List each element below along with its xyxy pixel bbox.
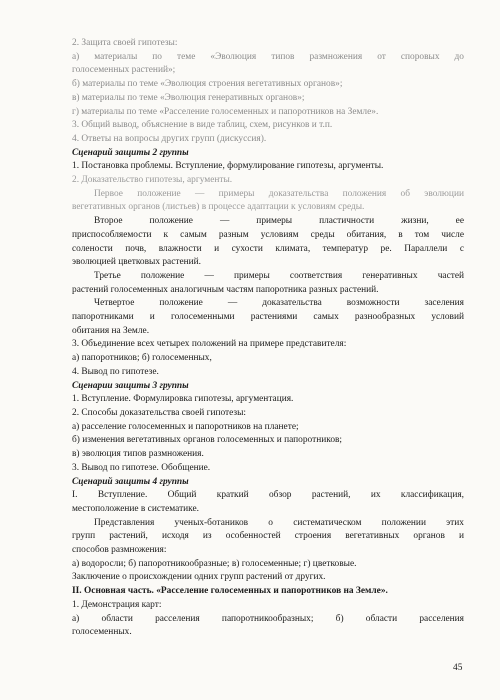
text-line: а) водоросли; б) папоротникообразные; в) голосеменные; г) цветковые. <box>72 558 357 569</box>
text-line: 4. Вывод по гипотезе. <box>72 366 159 377</box>
section-heading: Сценарии защиты 3 группы <box>72 380 189 391</box>
page-number: 45 <box>453 663 463 673</box>
text-line: Третье положение — примеры соответствия генеративных частей <box>94 270 464 281</box>
text-line: а) расселение голосеменных и папоротников на планете; <box>72 421 299 432</box>
text-line: вегетативных органов (листьев) в процессе адаптации к условиям среды. <box>72 202 365 213</box>
text-line: 2. Доказательство гипотезы, аргументы. <box>72 175 233 186</box>
text-line: в) материалы по теме «Эволюция генеративных органов»; <box>72 92 305 103</box>
text-line: солености почв, влажности и сухости климата, температур ре. Параллели с <box>72 243 464 254</box>
section-heading: Сценарий защиты 2 группы <box>72 147 189 158</box>
text-line: голосеменных растений»; <box>72 65 176 76</box>
text-line: папоротниками и голосеменными растениями самых разнообразных условий <box>72 312 464 323</box>
part-heading: II. Основная часть. «Расселение голосеменных и папоротников на Земле». <box>72 586 388 597</box>
text-line: 1. Демонстрация карт: <box>72 599 162 610</box>
text-line: а) папоротников; б) голосеменных, <box>72 353 212 364</box>
document-body <box>72 37 464 640</box>
text-line: Первое положение — примеры доказательства положения об эволюции <box>94 188 464 199</box>
text-line: групп растений, исходя из особенностей строения вегетативных органов и <box>72 531 464 542</box>
text-line: а) области расселения папоротникообразных; б) области расселения <box>72 613 464 624</box>
text-line: 3. Объединение всех четырех положений на примере представителя: <box>72 339 347 350</box>
text-line: а) материалы по теме «Эволюция типов размножения от споровых до <box>72 51 464 62</box>
text-line: Второе положение — примеры пластичности жизни, ее <box>94 216 464 227</box>
text-line: Представления ученых-ботаников о систематическом положении этих <box>94 517 464 528</box>
text-line: 2. Защита своей гипотезы: <box>72 38 178 48</box>
text-line: растений голосеменных аналогичным частям папоротника разных растений. <box>72 284 379 295</box>
text-line: Четвертое положение — доказательства возможности заселения <box>94 298 464 309</box>
text-line: 3. Общий вывод, объяснение в виде таблиц, схем, рисунков и т.п. <box>72 120 333 131</box>
text-line: I. Вступление. Общий краткий обзор растений, их классификация, <box>72 490 464 501</box>
text-line: Заключение о происхождении одних групп растений от других. <box>72 572 326 583</box>
text-line: 1. Вступление. Формулировка гипотезы, аргументация. <box>72 394 294 405</box>
text-line: б) материалы по теме «Эволюция строения вегетативных органов»; <box>72 79 343 90</box>
text-line: приспособляемости к самым разным условиям среды обитания, в том числе <box>72 229 464 240</box>
text-line: в) эволюция типов размножения. <box>72 449 204 460</box>
section-heading: Сценарий защиты 4 группы <box>72 476 189 487</box>
text-line: эволюцией цветковых растений. <box>72 257 202 268</box>
text-line: обитания на Земле. <box>72 325 150 336</box>
text-line: 3. Вывод по гипотезе. Обобщение. <box>72 462 211 473</box>
text-line: голосеменных. <box>72 627 132 638</box>
text-line: способов размножения: <box>72 545 167 556</box>
text-line: б) изменения вегетативных органов голосеменных и папоротников; <box>72 435 343 446</box>
text-line: 2. Способы доказательства своей гипотезы: <box>72 407 247 418</box>
text-line: 1. Постановка проблемы. Вступление, формулирование гипотезы, аргументы. <box>72 161 384 172</box>
text-line: местоположение в систематике. <box>72 503 200 514</box>
text-line: 4. Ответы на вопросы других групп (дискуссия). <box>72 133 267 144</box>
text-line: г) материалы по теме «Расселение голосеменных и папоротников на Земле». <box>72 106 379 117</box>
